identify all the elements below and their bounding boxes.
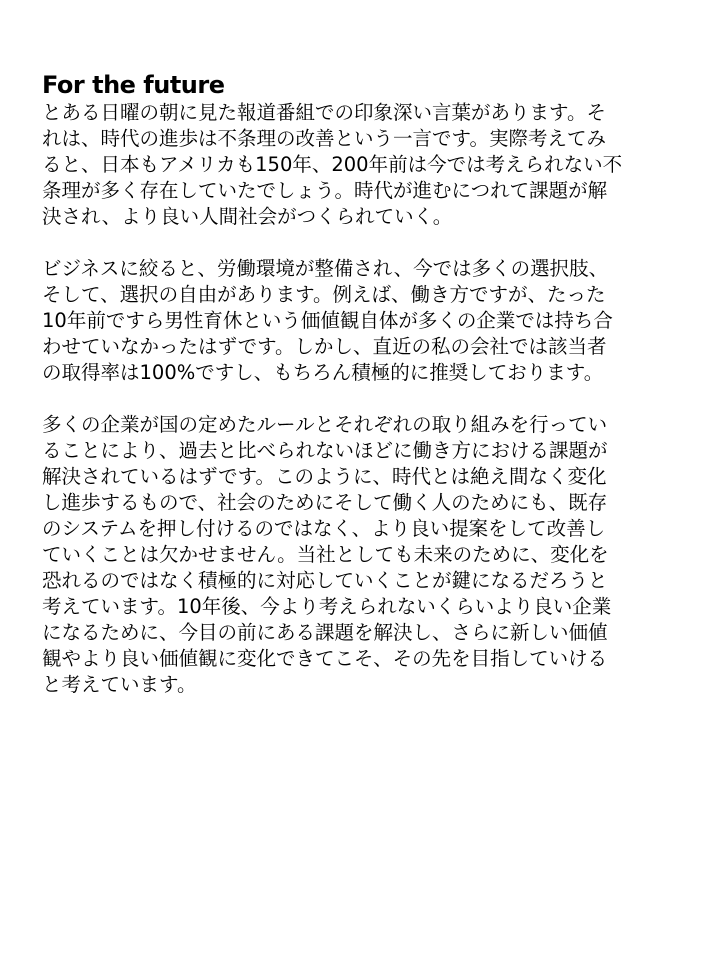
text-line: 解決されているはずです。このように、時代とは絶え間なく変化 [42,465,607,488]
paragraph-2 [42,256,670,386]
text-line: 恐れるのではなく積極的に対応していくことが鍵になるだろうと [42,569,608,592]
text-line: わせていなかったはずです。しかし、直近の私の会社では該当者 [42,335,607,358]
text-line: 観やより良い価値観に変化できてこそ、その先を目指していける [42,647,608,670]
paragraph-3 [42,412,670,698]
document-page [42,70,670,724]
text-line: 多くの企業が国の定めたルールとそれぞれの取り組みを行ってい [42,413,608,436]
text-line: とある日曜の朝に見た報道番組での印象深い言葉があります。そ [42,101,606,124]
text-line: のシステムを押し付けるのではなく、より良い提案をして改善し [42,517,606,540]
text-line: の取得率は100%ですし、もちろん積極的に推奨しております。 [42,361,604,384]
text-line: 条理が多く存在していたでしょう。時代が進むにつれて課題が解 [42,179,608,202]
text-line: と考えています。 [42,673,197,696]
text-line: 考えています。10年後、今より考えられないくらいより良い企業 [42,595,612,618]
text-line: になるために、今目の前にある課題を解決し、さらに新しい価値 [42,621,608,644]
text-line: ていくことは欠かせません。当社としても未来のために、変化を [42,543,609,566]
text-line: ビジネスに絞ると、労働環境が整備され、今では多くの選択肢、 [42,257,609,280]
document-title: For the future [42,71,225,99]
text-line: し進歩するもので、社会のためにそして働く人のためにも、既存 [42,491,608,514]
text-line: ることにより、過去と比べられないほどに働き方における課題が [42,439,608,462]
text-line: そして、選択の自由があります。例えば、働き方ですが、たった [42,283,606,306]
text-line: 決され、より良い人間社会がつくられていく。 [42,205,453,228]
paragraph-1 [42,100,670,230]
text-line: ると、日本もアメリカも150年、200年前は今では考えられない不 [42,153,623,176]
text-line: れは、時代の進歩は不条理の改善という一言です。実際考えてみ [42,127,606,150]
text-line: 10年前ですら男性育休という価値観自体が多くの企業では持ち合 [42,309,613,332]
